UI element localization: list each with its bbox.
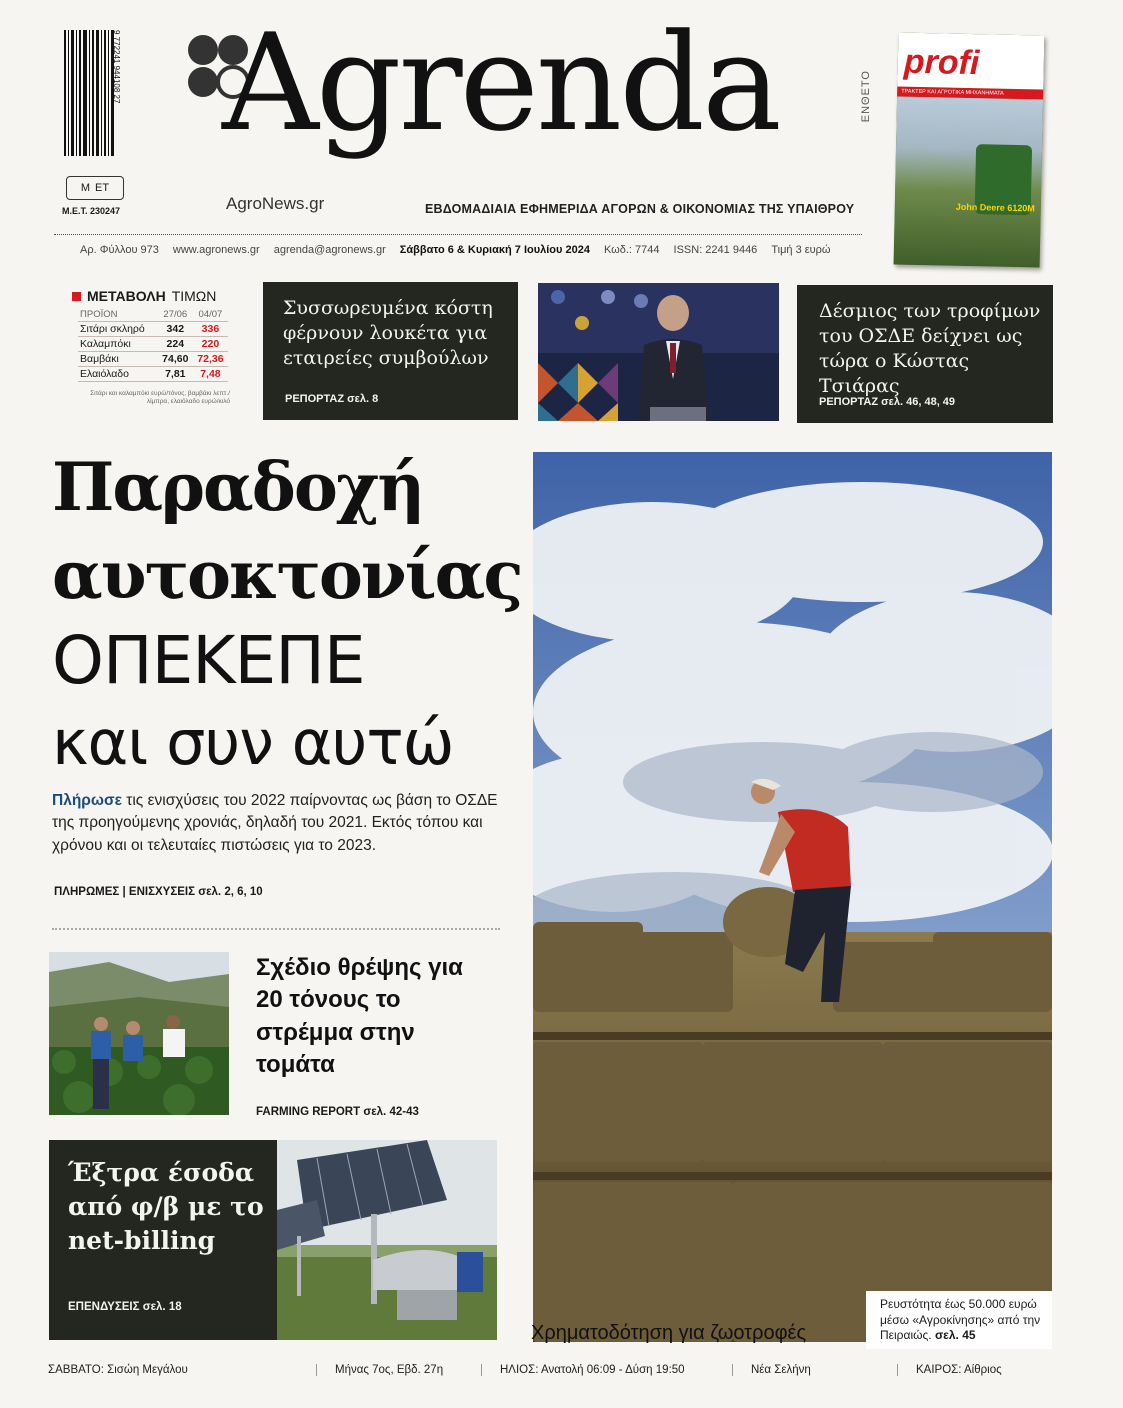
footer-month: Μήνας 7ος, Εβδ. 27η (316, 1364, 481, 1376)
table-row: Καλαμπόκι 224 220 (78, 337, 228, 352)
price-change-title (72, 288, 216, 304)
hay-bales-photo (533, 452, 1052, 1342)
barcode-number: 9 772241 944108 27 (112, 30, 121, 104)
insert-subtitle: ΤΡΑΚΤΕΡ ΚΑΙ ΑΓΡΟΤΙΚΑ ΜΗΧΑΝΗΜΑΤΑ (897, 86, 1043, 99)
divider (54, 234, 862, 235)
story-box-tsiaras[interactable] (797, 285, 1053, 423)
story-box-consultants[interactable] (263, 282, 518, 420)
footer-bar (40, 1359, 1080, 1381)
tomato-field-photo (49, 952, 229, 1115)
story-headline: Δέσμιος των τροφίμων του ΟΣΔΕ δείχνει ως τώρα ο Κώστας Τσιάρας (819, 300, 1041, 398)
insert-detail: John Deere 6120M (955, 201, 1035, 214)
met-badge (66, 176, 124, 200)
col-date-new: 04/07 (193, 308, 228, 322)
main-headline-line3: ΟΠΕΚΕΠΕ (52, 622, 365, 699)
footer-moon: Νέα Σελήνη (732, 1364, 897, 1376)
table-row: Βαμβάκι 74,60 72,36 (78, 352, 228, 367)
col-product: ΠΡΟΪΟΝ (78, 308, 158, 322)
tomato-ref[interactable]: FARMING REPORT σελ. 42-43 (256, 1106, 419, 1118)
tagline: ΕΒΔΟΜΑΔΙΑΙΑ ΕΦΗΜΕΡΙΔΑ ΑΓΟΡΩΝ & ΟΙΚΟΝΟΜΙΑΣ ΤΗΣ ΥΠΑΙΘΡΟΥ (425, 202, 855, 216)
lead-text: τις ενισχύσεις του 2022 παίρνοντας ως βάση το ΟΣΔΕ της προηγούμενης χρονιάς, δηλαδή του 2021. Εκτός τόπου και χρόνου και οι τελευταίες πιστώσεις για το 2023. (52, 792, 498, 854)
photo-caption: Χρηματοδότηση για ζωοτροφές (531, 1322, 807, 1344)
solar-panel-photo (277, 1140, 497, 1340)
email-link[interactable]: agrenda@agronews.gr (273, 244, 386, 256)
tomato-headline: Σχέδιο θρέψης για 20 τόνους το στρέμμα στην τομάτα (256, 954, 463, 1079)
website-link[interactable]: www.agronews.gr (172, 244, 260, 256)
main-lead (52, 790, 512, 857)
site-name[interactable]: AgroNews.gr (226, 194, 325, 213)
insert-magazine-cover[interactable] (894, 32, 1045, 267)
side-note[interactable] (866, 1291, 1052, 1349)
col-date-old: 27/06 (158, 308, 193, 322)
issue-number: Αρ. Φύλλου 973 (80, 244, 159, 256)
footer-sun: ΗΛΙΟΣ: Ανατολή 06:09 - Δύση 19:50 (481, 1364, 732, 1376)
price-title-bold: ΜΕΤΑΒΟΛΗ (87, 288, 166, 304)
main-headline-line4: και συν αυτώ (52, 706, 454, 779)
product-code: Κωδ.: 7744 (603, 244, 660, 256)
main-headline-line2: αυτοκτονίας (52, 536, 522, 614)
divider (52, 928, 500, 930)
issn: ISSN: 2241 9446 (673, 244, 758, 256)
story-headline: Συσσωρευμένα κόστη φέρνουν λουκέτα για εταιρείες συμβούλων (283, 297, 493, 370)
logo-wordmark: Agrenda (222, 5, 779, 161)
price-table (78, 308, 228, 382)
lead-keyword: Πλήρωσε (52, 792, 122, 809)
insert-brand: profi (903, 42, 980, 83)
table-row: Σιτάρι σκληρό 342 336 (78, 322, 228, 337)
price: Τιμή 3 ευρώ (771, 244, 831, 256)
met-right: ΕΤ (95, 182, 110, 194)
main-story-ref[interactable]: ΠΛΗΡΩΜΕΣ | ΕΝΙΣΧΥΣΕΙΣ σελ. 2, 6, 10 (54, 886, 263, 898)
insert-label: ΕΝΘΕΤΟ (860, 70, 872, 123)
issue-info-line (80, 244, 831, 256)
issue-date: Σάββατο 6 & Κυριακή 7 Ιουλίου 2024 (399, 244, 590, 256)
main-headline-line1: Παραδοχή (52, 448, 424, 526)
red-square-icon (72, 292, 81, 301)
story-ref: ΡΕΠΟΡΤΑΖ σελ. 8 (285, 393, 379, 405)
footer-saint: ΣΑΒΒΑΤΟ: Σισώη Μεγάλου (48, 1364, 188, 1376)
footer-weather: ΚΑΙΡΟΣ: Αίθριος (897, 1364, 1020, 1376)
met-left: Μ (80, 182, 91, 194)
met-code: Μ.Ε.Τ. 230247 (62, 206, 121, 216)
price-note: Σιτάρι και καλαμπόκι ευρώ/τόνος, βαμβάκι λεπτ./λίμπρα, ελαιόλαδο ευρώ/κιλό (90, 390, 230, 405)
conference-photo (538, 283, 779, 421)
side-note-ref: σελ. 45 (934, 1328, 976, 1343)
solar-headline: Έξτρα έσοδα από φ/β με το net-billing (68, 1158, 264, 1255)
solar-ref[interactable]: ΕΠΕΝΔΥΣΕΙΣ σελ. 18 (68, 1301, 182, 1313)
price-title-rest: ΤΙΜΩΝ (171, 288, 217, 304)
side-note-text: Ρευστότητα έως 50.000 ευρώ μέσω «Αγροκίνησης» από την Πειραιώς. (880, 1297, 1041, 1343)
story-ref: ΡΕΠΟΡΤΑΖ σελ. 46, 48, 49 (819, 396, 956, 408)
table-row: Ελαιόλαδο 7,81 7,48 (78, 367, 228, 382)
